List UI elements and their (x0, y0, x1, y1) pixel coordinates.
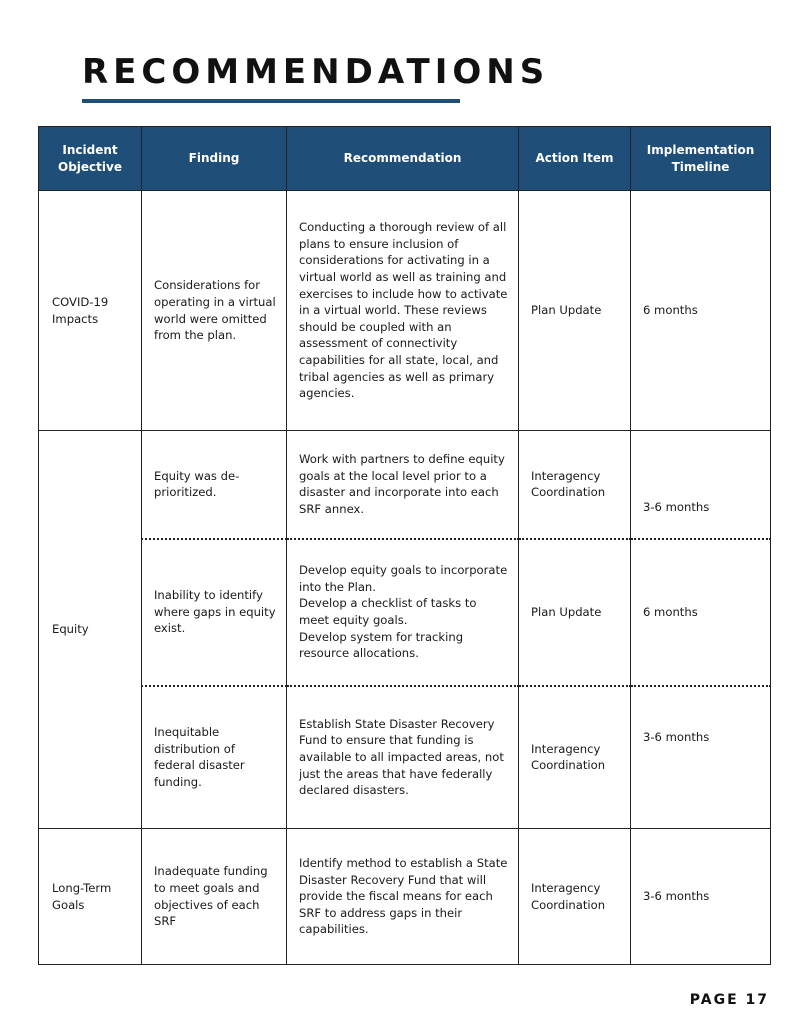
finding-cell: Considerations for operating in a virtual world were omitted from the plan. (142, 191, 287, 431)
recommendation-cell: Conducting a thorough review of all plans to ensure inclusion of considerations for activating in a virtual world as well as training and exercises to include how to activate in a virtual world. These reviews should be coupled with an assessment of connectivity capabilities for all state, local, and tribal agencies as well as primary agencies. (287, 191, 519, 431)
finding-cell: Inequitable distribution of federal disaster funding. (142, 686, 287, 829)
table-row (39, 539, 771, 686)
table-row (39, 686, 771, 829)
timeline-cell: 6 months (631, 539, 771, 686)
action-item-cell: Interagency Coordination (519, 829, 631, 965)
header-recommendation: Recommendation (287, 127, 519, 191)
table-row (39, 829, 771, 965)
header-action-item: Action Item (519, 127, 631, 191)
title-underline (82, 99, 460, 103)
recommendation-cell: Develop equity goals to incorporate into the Plan. Develop a checklist of tasks to meet equity goals. Develop system for tracking resource allocations. (287, 539, 519, 686)
header-implementation-timeline: Implementation Timeline (631, 127, 771, 191)
recommendation-cell: Identify method to establish a State Disaster Recovery Fund that will provide the fiscal means for each SRF to address gaps in their capabilities. (287, 829, 519, 965)
action-item-cell: Interagency Coordination (519, 431, 631, 539)
timeline-cell: 3-6 months (631, 686, 771, 829)
recommendation-cell: Work with partners to define equity goals at the local level prior to a disaster and incorporate into each SRF annex. (287, 431, 519, 539)
objective-cell: COVID-19 Impacts (39, 191, 142, 431)
table-row (39, 191, 771, 431)
recommendations-table (38, 126, 771, 965)
header-incident-objective: Incident Objective (39, 127, 142, 191)
finding-cell: Inability to identify where gaps in equity exist. (142, 539, 287, 686)
action-item-cell: Plan Update (519, 191, 631, 431)
timeline-cell: 3-6 months (631, 829, 771, 965)
recommendation-cell: Establish State Disaster Recovery Fund to ensure that funding is available to all impacted areas, not just the areas that have federally declared disasters. (287, 686, 519, 829)
timeline-cell: 3-6 months (631, 431, 771, 539)
action-item-cell: Interagency Coordination (519, 686, 631, 829)
table-header-row (39, 127, 771, 191)
table-row (39, 431, 771, 539)
page-number: PAGE 17 (689, 992, 769, 1008)
finding-cell: Equity was de-prioritized. (142, 431, 287, 539)
timeline-cell: 6 months (631, 191, 771, 431)
finding-cell: Inadequate funding to meet goals and objectives of each SRF (142, 829, 287, 965)
objective-cell: Equity (39, 431, 142, 829)
objective-cell: Long-Term Goals (39, 829, 142, 965)
header-finding: Finding (142, 127, 287, 191)
action-item-cell: Plan Update (519, 539, 631, 686)
page-title: RECOMMENDATIONS (82, 52, 550, 92)
